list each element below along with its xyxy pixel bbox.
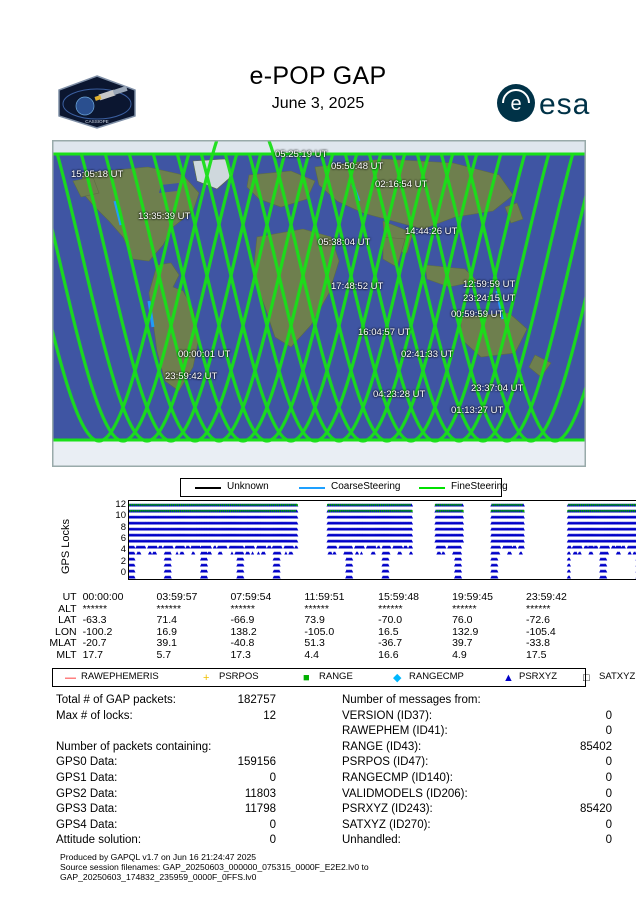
gps-y-tick: 8: [120, 521, 126, 533]
stat-row: [56, 740, 346, 756]
legend-marker-range: ■: [303, 672, 310, 684]
ephemeris-cell: 23:59:42: [526, 591, 567, 603]
stat-value: 0: [605, 725, 612, 738]
map-time-label: 14:44:26 UT: [405, 226, 458, 237]
stat-value: 0: [269, 818, 276, 831]
stat-key: Attitude solution:: [56, 834, 142, 847]
footer-line-2: Source session filenames: GAP_20250603_000000_075315_0000F_E2E2.lv0 to: [60, 862, 369, 873]
stat-key: PSRPOS (ID47):: [342, 756, 429, 769]
gps-locks-chart: [52, 500, 584, 584]
ephemeris-cell: -70.0: [378, 614, 403, 626]
stat-row: [342, 771, 636, 787]
ephemeris-cell: -33.8: [526, 637, 550, 649]
stat-row: [342, 755, 636, 771]
footer-line-1: Produced by GAPQL v1.7 on Jun 16 21:24:47 2025: [60, 852, 257, 862]
map-time-label: 15:05:18 UT: [71, 169, 124, 180]
ephemeris-cell: 16.9: [156, 625, 177, 638]
stat-value: 0: [605, 818, 612, 831]
esa-logo: [495, 82, 605, 124]
ephemeris-cell: 15:59:48: [378, 591, 419, 603]
map-time-label: 05:38:04 UT: [318, 237, 371, 248]
legend-label-coarsesteering: CoarseSteering: [331, 481, 401, 492]
gps-locks-y-ticks: [92, 500, 128, 578]
stat-value: 0: [605, 787, 612, 800]
gps-locks-axis-label-text: GPS Locks: [60, 518, 72, 574]
footer-provenance: [60, 852, 620, 883]
ephemeris-cell: 51.3: [304, 637, 325, 649]
ephemeris-cell: 132.9: [452, 625, 479, 638]
stat-row: [56, 771, 346, 787]
map-time-label: 13:35:39 UT: [138, 211, 191, 222]
ephemeris-table: [40, 592, 600, 661]
legend-marker-rangecmp: ◆: [393, 672, 402, 684]
stat-key: SATXYZ (ID270):: [342, 818, 431, 831]
statistics-right-column: [342, 693, 636, 849]
ephemeris-cell: -40.8: [230, 637, 255, 649]
ephemeris-cell: 4.4: [304, 648, 319, 661]
gps-y-tick: 0: [120, 567, 126, 578]
legend-swatch-finesteering: [419, 487, 445, 489]
ephemeris-cell: 17.3: [230, 648, 251, 661]
ephemeris-row: [40, 638, 600, 650]
ephemeris-cell: -105.0: [304, 625, 335, 638]
ephemeris-cell: 16.6: [378, 648, 399, 661]
stat-row: [56, 802, 346, 818]
footer-line-3: GAP_20250603_174832_235959_0000F_0FFS.lv0: [60, 872, 257, 883]
page-title: e-POP GAP: [249, 62, 387, 90]
map-legend: [180, 478, 508, 497]
gps-y-tick: 10: [115, 510, 126, 522]
legend-label-finesteering: FineSteering: [451, 481, 508, 492]
ephemeris-cell: 39.7: [452, 637, 473, 649]
svg-text:e: e: [510, 93, 522, 115]
stat-spacer: [56, 724, 346, 740]
ephemeris-row-label: MLAT: [49, 637, 77, 649]
map-time-label: 00:00:01 UT: [178, 349, 231, 360]
ephemeris-cell: 138.2: [230, 625, 257, 638]
stat-value: 0: [269, 771, 276, 784]
ephemeris-cell: 4.9: [452, 648, 467, 661]
legend-marker-psrxyz: ▲: [503, 672, 514, 684]
stat-value: 0: [605, 771, 612, 784]
stat-row: [56, 833, 346, 849]
stat-key: PSRXYZ (ID243):: [342, 803, 433, 816]
map-time-label: 23:59:42 UT: [165, 371, 218, 382]
stat-row: [56, 755, 346, 771]
legend-label-satxyz: SATXYZ: [599, 671, 636, 682]
stat-row: [56, 709, 346, 725]
gps-y-tick: 12: [115, 499, 126, 510]
map-time-label: 04:23:28 UT: [373, 389, 426, 400]
ephemeris-cell: 19:59:45: [452, 591, 493, 603]
stat-value: 0: [605, 709, 612, 722]
stat-key: RANGE (ID43):: [342, 740, 422, 753]
stat-value: 85402: [580, 740, 612, 753]
legend-label-rangecmp: RANGECMP: [409, 671, 464, 682]
svg-text:CASSIOPE: CASSIOPE: [85, 119, 109, 124]
ground-track-map: [52, 140, 586, 467]
map-time-label: 05:50:48 UT: [331, 161, 384, 172]
legend-marker-satxyz: □: [583, 672, 590, 684]
legend-label-rawephemeris: RAWEPHEMERIS: [81, 671, 159, 682]
svg-text:esa: esa: [539, 88, 591, 121]
ephemeris-cell: ******: [156, 602, 182, 615]
ephemeris-cell: 07:59:54: [230, 591, 272, 603]
stat-value: 0: [269, 834, 276, 847]
page-date: June 3, 2025: [271, 95, 365, 112]
stat-value: 11803: [244, 787, 276, 800]
stat-row: [342, 787, 636, 803]
ephemeris-cell: -36.7: [378, 637, 403, 649]
statistics-left-column: [56, 693, 346, 849]
ephemeris-cell: 71.4: [156, 614, 177, 626]
ephemeris-cell: ******: [378, 602, 403, 615]
ephemeris-row-label: MLT: [56, 648, 77, 661]
gps-locks-plot-area: [128, 500, 636, 580]
stat-key: RANGECMP (ID140):: [342, 771, 453, 784]
legend-label-psrxyz: PSRXYZ: [519, 671, 558, 682]
stat-value: 182757: [237, 694, 276, 706]
stat-key: Total # of GAP packets:: [56, 694, 176, 706]
map-time-label: 02:16:54 UT: [375, 179, 428, 190]
stat-row: [342, 724, 636, 740]
ephemeris-row-label: ALT: [58, 602, 77, 615]
map-time-label: 16:04:57 UT: [358, 327, 411, 338]
message-type-legend: [52, 668, 636, 687]
legend-label-unknown: Unknown: [227, 481, 269, 492]
ephemeris-cell: 17.5: [526, 648, 547, 661]
stat-key: Unhandled:: [342, 834, 401, 847]
gps-y-tick: 4: [120, 544, 126, 556]
stat-row: [342, 833, 636, 849]
stat-key: GPS3 Data:: [56, 803, 118, 816]
map-time-label: 17:48:52 UT: [331, 281, 384, 292]
stat-key: Max # of locks:: [56, 709, 133, 722]
ephemeris-cell: -66.9: [230, 614, 255, 626]
ephemeris-cell: 76.0: [452, 614, 473, 626]
stat-row: [56, 787, 346, 803]
ephemeris-row-label: UT: [62, 591, 77, 603]
legend-marker-rawephemeris: —: [65, 672, 76, 684]
ephemeris-cell: 17.7: [82, 648, 104, 661]
ephemeris-cell: 00:00:00: [82, 591, 124, 603]
legend-swatch-unknown: [195, 487, 221, 489]
ephemeris-row-label: LON: [54, 625, 77, 638]
ephemeris-cell: ******: [304, 602, 329, 615]
ephemeris-row: [40, 615, 600, 627]
ephemeris-cell: -105.4: [526, 625, 556, 638]
stat-key: GPS1 Data:: [56, 771, 118, 784]
stat-value: 85420: [580, 803, 612, 816]
ephemeris-cell: -20.7: [82, 637, 107, 649]
stat-value: 12: [263, 709, 276, 722]
ephemeris-cell: ******: [230, 602, 255, 615]
stat-value: 0: [605, 756, 612, 769]
stat-row: [342, 802, 636, 818]
ephemeris-cell: 16.5: [378, 625, 399, 638]
ephemeris-cell: 5.7: [156, 648, 172, 661]
stat-key: VERSION (ID37):: [342, 709, 433, 722]
legend-label-psrpos: PSRPOS: [219, 671, 259, 682]
ephemeris-cell: 11:59:51: [304, 591, 345, 603]
map-time-label: 01:13:27 UT: [451, 405, 504, 416]
stat-key: RAWEPHEM (ID41):: [342, 725, 448, 738]
ephemeris-cell: 39.1: [156, 637, 177, 649]
stat-row: [56, 818, 346, 834]
ephemeris-cell: ******: [452, 602, 477, 615]
map-time-label: 23:24:15 UT: [463, 293, 516, 304]
stat-key: GPS0 Data:: [56, 756, 118, 769]
stat-key: GPS4 Data:: [56, 818, 118, 831]
stat-value: 159156: [237, 756, 276, 769]
legend-marker-psrpos: +: [203, 672, 210, 684]
legend-swatch-coarsesteering: [299, 487, 325, 489]
ephemeris-cell: -72.6: [526, 614, 550, 626]
map-time-label: 12:59:59 UT: [463, 279, 516, 290]
cassiope-mission-patch-icon: [55, 74, 140, 130]
gps-y-tick: 6: [120, 533, 126, 544]
stat-row: [56, 693, 346, 709]
stat-row: [342, 818, 636, 834]
ephemeris-row: [40, 592, 600, 604]
map-time-label: 00:59:59 UT: [451, 309, 504, 320]
stat-row: [342, 709, 636, 725]
stat-key: VALIDMODELS (ID206):: [342, 787, 468, 800]
stat-key: Number of packets containing:: [56, 740, 212, 753]
ephemeris-cell: -63.3: [82, 614, 107, 626]
map-time-label: 23:37:04 UT: [471, 383, 524, 394]
ephemeris-cell: ******: [82, 602, 108, 615]
stat-value: 11798: [244, 803, 276, 816]
map-time-label: 02:41:33 UT: [401, 349, 454, 360]
ephemeris-cell: -100.2: [82, 625, 113, 638]
gps-locks-axis-label: [48, 498, 72, 582]
stat-row: [342, 740, 636, 756]
map-time-label: 05:25:19 UT: [275, 149, 328, 160]
ephemeris-cell: 03:59:57: [156, 591, 198, 603]
ephemeris-row-label: LAT: [58, 614, 77, 626]
legend-label-range: RANGE: [319, 671, 353, 682]
ephemeris-cell: ******: [526, 602, 551, 615]
stat-value: 0: [605, 834, 612, 847]
gps-y-tick: 2: [120, 555, 126, 567]
ephemeris-row: [40, 650, 600, 662]
stat-key: Number of messages from:: [342, 694, 481, 706]
ephemeris-cell: 73.9: [304, 614, 325, 626]
stat-key: GPS2 Data:: [56, 787, 118, 800]
stat-row: [342, 693, 636, 709]
